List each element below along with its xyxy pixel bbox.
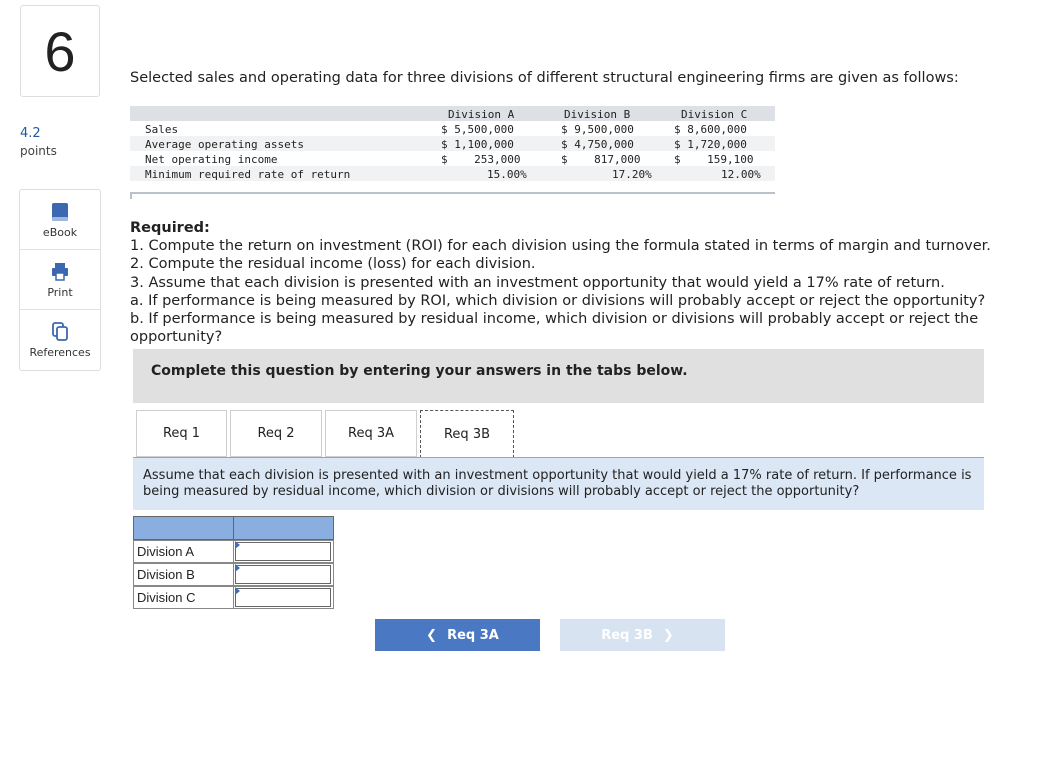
cell-sales-a: $ 5,500,000: [441, 123, 514, 136]
row-label-noi: Net operating income: [145, 153, 278, 166]
tab-req-3a[interactable]: Req 3A: [325, 410, 417, 457]
references-label: References: [29, 346, 91, 359]
dropdown-indicator-icon: [235, 587, 240, 595]
tab-req-1[interactable]: Req 1: [136, 410, 227, 457]
tab-req-2[interactable]: Req 2: [230, 410, 322, 457]
required-line-3: 3. Assume that each division is presented with an investment opportunity that would yield a 17% rate of return.: [130, 274, 945, 291]
ebook-label: eBook: [42, 226, 78, 239]
tab-req-3b[interactable]: Req 3B: [420, 410, 514, 458]
cell-sales-c: $ 8,600,000: [674, 123, 747, 136]
copy-pages-icon: [51, 322, 69, 342]
required-line-3a: a. If performance is being measured by ROI, which division or divisions will probably accept or reject the opportunity?: [130, 292, 986, 309]
required-title: Required:: [130, 220, 210, 236]
question-number: 6: [20, 5, 100, 97]
next-req-button[interactable]: [560, 619, 725, 651]
answer-row-label-a: Division A: [133, 540, 234, 563]
cell-noi-a: $ 253,000: [441, 153, 521, 166]
division-c-select[interactable]: [235, 588, 331, 607]
cell-noi-b: $ 817,000: [561, 153, 641, 166]
instruction-banner: Complete this question by entering your answers in the tabs below.: [133, 349, 984, 403]
cell-rate-b: 17.20%: [612, 168, 652, 181]
row-label-min-rate: Minimum required rate of return: [145, 168, 351, 181]
chevron-right-icon: ❯: [662, 627, 674, 643]
required-line-3b: b. If performance is being measured by residual income, which division or divisions will probably accept or reject the opportunity?: [130, 311, 979, 346]
question-prompt: Assume that each division is presented with an investment opportunity that would yield a 17% rate of return. If performance is being measured by residual income, which division or divisions will probably accept or reject the opportunity?: [133, 458, 984, 510]
cell-noi-c: $ 159,100: [674, 153, 754, 166]
division-b-select[interactable]: [235, 565, 331, 584]
answer-header-label: [133, 516, 234, 540]
points-value: 4.2: [20, 126, 41, 141]
dropdown-indicator-icon: [235, 541, 240, 549]
cell-assets-a: $ 1,100,000: [441, 138, 514, 151]
printer-icon: [51, 262, 69, 282]
book-icon: [51, 202, 69, 222]
column-header-division-b: Division B: [564, 108, 631, 121]
answer-row-label-b: Division B: [133, 563, 234, 586]
prev-req-label: Req 3A: [447, 627, 499, 643]
required-line-1: 1. Compute the return on investment (ROI) for each division using the formula stated in terms of margin and turnover.: [130, 238, 991, 255]
cell-rate-a: 15.00%: [487, 168, 527, 181]
answer-header-value: [233, 516, 334, 540]
print-button[interactable]: [20, 250, 100, 310]
row-label-sales: Sales: [145, 123, 179, 136]
ebook-button[interactable]: [20, 190, 100, 250]
row-label-assets: Average operating assets: [145, 138, 304, 151]
references-button[interactable]: [20, 310, 100, 370]
cell-sales-b: $ 9,500,000: [561, 123, 634, 136]
dropdown-indicator-icon: [235, 564, 240, 572]
answer-row-label-c: Division C: [133, 586, 234, 609]
intro-text: Selected sales and operating data for three divisions of different structural engineering firms are given as follows:: [130, 70, 959, 86]
cell-assets-c: $ 1,720,000: [674, 138, 747, 151]
sales-data-table: [130, 106, 775, 194]
division-a-select[interactable]: [235, 542, 331, 561]
tools-panel: [19, 189, 101, 371]
next-req-label: Req 3B: [601, 627, 653, 643]
column-header-division-c: Division C: [681, 108, 748, 121]
column-header-division-a: Division A: [448, 108, 515, 121]
cell-rate-c: 12.00%: [721, 168, 761, 181]
cell-assets-b: $ 4,750,000: [561, 138, 634, 151]
required-section: [130, 219, 1062, 346]
required-line-2: 2. Compute the residual income (loss) for each division.: [130, 256, 536, 273]
prev-req-button[interactable]: [375, 619, 540, 651]
points-label: points: [20, 144, 57, 158]
print-label: Print: [47, 286, 73, 299]
chevron-left-icon: ❮: [426, 627, 438, 643]
